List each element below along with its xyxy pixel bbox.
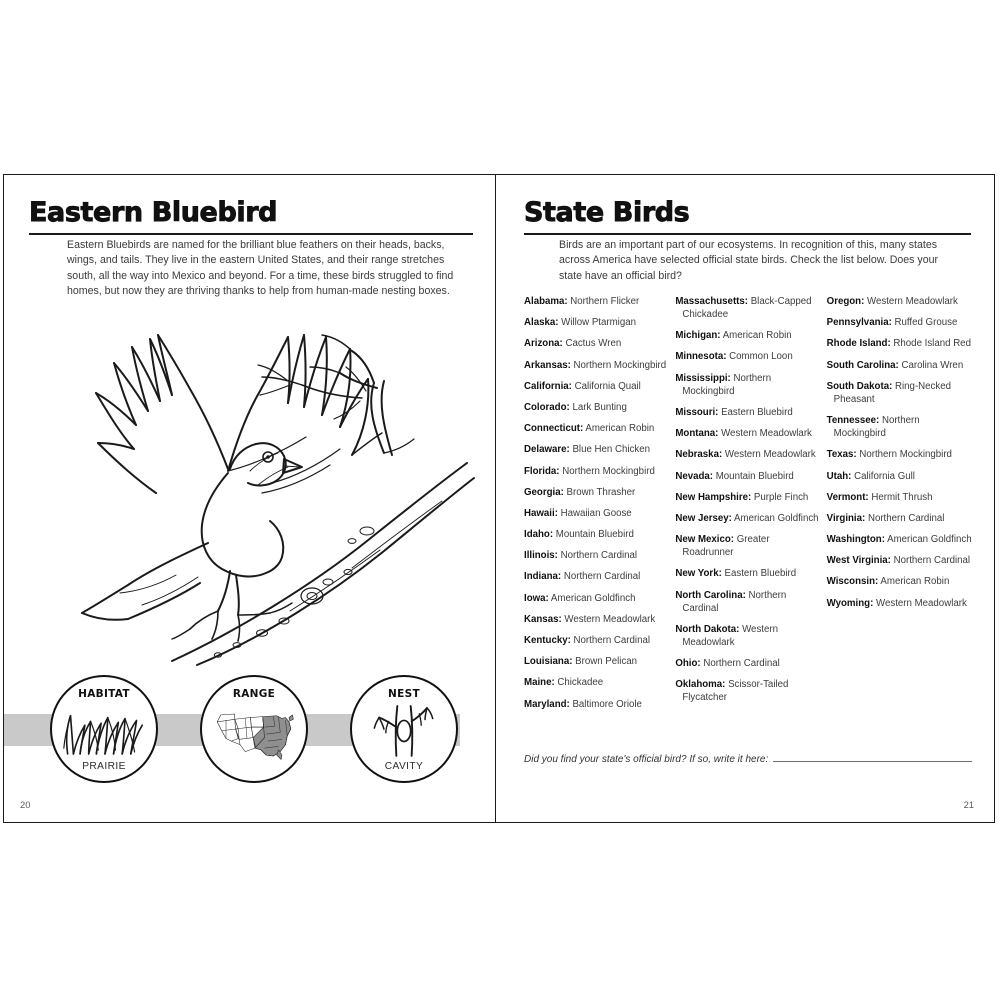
state-bird-name: American Robin [878, 576, 950, 588]
write-in-blank-line[interactable] [773, 751, 972, 762]
intro-paragraph-right: Birds are an important part of our ecosystems. In recognition of this, many states across America have selected official state birds. Check the list below. Does your state have an official bird? [559, 239, 939, 282]
state-name: Missouri: [675, 406, 719, 418]
state-name: Washington: [826, 534, 885, 546]
state-bird-name: Northern Cardinal [561, 571, 641, 583]
state-bird-name: Northern Cardinal [557, 550, 638, 562]
state-bird-name: Cactus Wren [562, 338, 622, 350]
state-bird-name: Carolina Wren [898, 359, 964, 371]
book-spread [3, 174, 995, 823]
state-bird-entry [827, 359, 972, 372]
state-bird-entry [675, 448, 820, 461]
state-bird-entry [524, 570, 669, 583]
state-name: New Mexico: [675, 534, 735, 546]
state-name: New Hampshire: [675, 491, 752, 503]
state-name: Alaska: [524, 317, 559, 329]
state-bird-name: American Robin [720, 330, 792, 342]
state-bird-entry [827, 448, 972, 461]
state-bird-name: Western Meadowlark [561, 613, 656, 625]
state-bird-entry [524, 443, 669, 456]
state-name: South Carolina: [826, 359, 899, 371]
state-name: Hawaii: [524, 507, 558, 519]
state-bird-entry [827, 575, 972, 588]
state-bird-entry [675, 567, 820, 580]
state-bird-name: Mountain Bluebird [553, 529, 634, 541]
state-name: West Virginia: [826, 555, 891, 567]
state-bird-name: American Goldfinch [731, 512, 819, 524]
state-bird-entry [524, 676, 669, 689]
state-bird-entry [524, 592, 669, 605]
state-name: Illinois: [524, 550, 558, 562]
state-bird-entry [524, 401, 669, 414]
state-list-column-2 [675, 295, 820, 719]
state-bird-entry [524, 359, 669, 372]
state-bird-entry [524, 507, 669, 520]
state-bird-name: Hermit Thrush [868, 491, 933, 503]
state-bird-entry [675, 678, 820, 704]
state-bird-entry [827, 597, 972, 610]
page-number-left: 20 [20, 799, 31, 810]
habitat-value: PRAIRIE [82, 761, 126, 772]
state-name: Utah: [826, 470, 852, 482]
state-bird-name: Northern Cardinal [890, 555, 971, 567]
state-name: North Carolina: [675, 589, 746, 601]
state-bird-name: Western Meadowlark [718, 428, 812, 440]
state-name: Maryland: [524, 698, 570, 710]
state-name: Kentucky: [524, 635, 571, 646]
state-bird-name: Greater Roadrunner [682, 534, 770, 559]
state-bird-name: Northern Mockingbird [682, 372, 772, 397]
state-name: Wisconsin: [826, 576, 879, 588]
state-bird-entry [675, 657, 820, 670]
state-bird-entry [524, 528, 669, 541]
left-page [4, 175, 496, 822]
page-title-eastern-bluebird: Eastern Bluebird [29, 197, 278, 228]
state-bird-entry [827, 512, 972, 525]
state-bird-entry [675, 350, 820, 363]
state-name: Michigan: [675, 330, 721, 342]
state-name: Arkansas: [524, 359, 571, 371]
state-bird-entry [524, 380, 669, 393]
state-bird-entry [827, 491, 972, 504]
state-bird-entry [675, 406, 820, 419]
state-bird-entry [524, 422, 669, 435]
state-name: Mississippi: [675, 372, 731, 384]
state-bird-name: Common Loon [726, 351, 793, 363]
state-name: Indiana: [524, 571, 562, 583]
state-bird-entry [827, 337, 972, 350]
state-bird-name: Northern Mockingbird [856, 449, 952, 461]
state-name: Kansas: [524, 613, 562, 625]
state-bird-entry [524, 486, 669, 499]
state-name: Iowa: [524, 592, 549, 604]
state-bird-name: Northern Cardinal [865, 512, 945, 524]
state-name: Virginia: [826, 512, 866, 524]
state-bird-name: Northern Cardinal [700, 658, 780, 670]
state-name: North Dakota: [675, 623, 740, 635]
state-name: Minnesota: [675, 351, 727, 363]
state-bird-name: Northern Mockingbird [833, 415, 920, 440]
state-list-column-3 [827, 295, 972, 719]
state-name: Rhode Island: [826, 338, 891, 350]
eastern-bluebird-illustration [22, 293, 482, 673]
state-bird-name: American Goldfinch [548, 592, 636, 604]
state-name: Texas: [826, 449, 857, 461]
state-list-column-1 [524, 295, 669, 719]
page-title-state-birds: State Birds [524, 197, 690, 228]
state-name: Ohio: [675, 658, 701, 670]
state-name: Idaho: [524, 529, 554, 541]
state-name: Vermont: [826, 491, 869, 503]
us-map-icon [212, 707, 296, 763]
footer-write-in-prompt [524, 751, 972, 765]
nest-value: CAVITY [384, 761, 424, 772]
title-divider-right [524, 233, 971, 235]
state-name: Oregon: [826, 296, 865, 307]
state-bird-entry [675, 623, 820, 649]
state-bird-name: Lark Bunting [569, 401, 627, 413]
state-bird-entry [675, 470, 820, 483]
range-icon-circle [200, 675, 308, 783]
state-bird-entry [524, 465, 669, 478]
state-bird-entry [675, 491, 820, 504]
state-bird-name: California Quail [571, 380, 641, 392]
state-bird-name: Baltimore Oriole [569, 698, 642, 710]
state-bird-name: Scissor-Tailed Flycatcher [682, 679, 789, 704]
state-name: New York: [675, 568, 722, 580]
state-bird-name: Rhode Island Red [890, 338, 971, 350]
state-bird-name: Eastern Bluebird [718, 406, 793, 418]
state-bird-name: Western Meadowlark [864, 296, 958, 307]
state-bird-name: Ring-Necked Pheasant [833, 380, 952, 405]
state-bird-entry [827, 554, 972, 567]
state-bird-name: Mountain Bluebird [713, 470, 794, 482]
state-name: New Jersey: [675, 512, 732, 524]
state-bird-entry [675, 512, 820, 525]
state-bird-entry [524, 634, 669, 647]
state-name: Georgia: [524, 486, 564, 498]
state-name: Maine: [524, 677, 555, 689]
state-name: Louisiana: [524, 656, 573, 668]
state-bird-name: Black-Capped Chickadee [682, 296, 812, 321]
state-bird-entry [524, 549, 669, 562]
intro-paragraph-left: Eastern Bluebirds are named for the brilliant blue feathers on their heads, backs, wings, and tails. They live in the eastern United States, and their range stretches south, all the way into Mexico and beyond. For a time, these birds struggled to find homes, but now they are thriving thanks to help from human-made nesting boxes. [67, 239, 454, 298]
title-divider-left [29, 233, 473, 235]
state-name: Nebraska: [675, 449, 723, 461]
state-bird-name: California Gull [851, 470, 915, 482]
state-bird-name: Chickadee [554, 677, 604, 689]
state-bird-entry [675, 295, 820, 321]
state-bird-name: American Goldfinch [884, 534, 972, 546]
habitat-label: HABITAT [78, 688, 130, 700]
state-name: Wyoming: [826, 597, 874, 609]
state-bird-list [524, 295, 972, 719]
state-name: Pennsylvania: [826, 317, 892, 329]
habitat-icon-circle [50, 675, 158, 783]
state-name: Oklahoma: [675, 679, 726, 691]
state-bird-name: Northern Flicker [567, 296, 640, 307]
state-bird-name: Northern Mockingbird [570, 359, 667, 371]
state-bird-name: Hawaiian Goose [557, 507, 632, 519]
state-bird-name: Brown Pelican [572, 656, 638, 668]
state-bird-name: Western Meadowlark [682, 623, 778, 648]
state-name: South Dakota: [826, 380, 893, 392]
state-name: Florida: [524, 465, 560, 477]
state-name: Tennessee: [826, 415, 880, 427]
state-bird-name: Ruffed Grouse [891, 317, 958, 329]
state-name: Alabama: [524, 296, 568, 307]
state-bird-entry [827, 533, 972, 546]
state-name: Delaware: [524, 444, 570, 456]
state-bird-entry [675, 329, 820, 342]
state-name: Massachusetts: [675, 296, 749, 307]
state-bird-name: Northern Mockingbird [559, 465, 655, 477]
state-bird-entry [524, 337, 669, 350]
state-bird-entry [675, 427, 820, 440]
state-bird-entry [675, 533, 820, 559]
state-bird-name: Northern Cardinal [570, 635, 650, 646]
state-bird-entry [524, 698, 669, 711]
state-bird-entry [524, 295, 669, 308]
state-bird-name: American Robin [583, 423, 655, 435]
state-name: California: [524, 380, 572, 392]
state-bird-entry [675, 589, 820, 615]
state-name: Montana: [675, 428, 719, 440]
footer-prompt-text: Did you find your state's official bird? If so, write it here: [524, 754, 769, 765]
state-bird-name: Western Meadowlark [722, 449, 816, 461]
nest-icon-circle [350, 675, 458, 783]
state-name: Nevada: [675, 470, 714, 482]
page-number-right: 21 [963, 799, 974, 810]
right-page [496, 175, 994, 822]
state-bird-entry [827, 380, 972, 406]
state-bird-entry [827, 470, 972, 483]
state-bird-name: Brown Thrasher [563, 486, 636, 498]
tree-cavity-icon [360, 701, 448, 759]
nest-label: NEST [388, 688, 420, 700]
grass-icon [60, 703, 148, 757]
state-name: Arizona: [524, 338, 563, 350]
state-bird-name: Purple Finch [751, 491, 809, 503]
state-bird-entry [524, 655, 669, 668]
state-name: Connecticut: [524, 423, 584, 435]
state-bird-entry [675, 372, 820, 398]
state-bird-name: Eastern Bluebird [721, 568, 797, 580]
state-bird-name: Blue Hen Chicken [569, 444, 651, 456]
state-bird-name: Northern Cardinal [682, 589, 787, 614]
state-bird-entry [827, 316, 972, 329]
range-label: RANGE [232, 688, 276, 700]
state-bird-entry [524, 613, 669, 626]
state-bird-name: Willow Ptarmigan [558, 317, 636, 329]
state-bird-entry [827, 295, 972, 308]
state-bird-name: Western Meadowlark [873, 597, 967, 609]
state-bird-entry [827, 414, 972, 440]
state-bird-entry [524, 316, 669, 329]
state-name: Colorado: [524, 401, 570, 413]
